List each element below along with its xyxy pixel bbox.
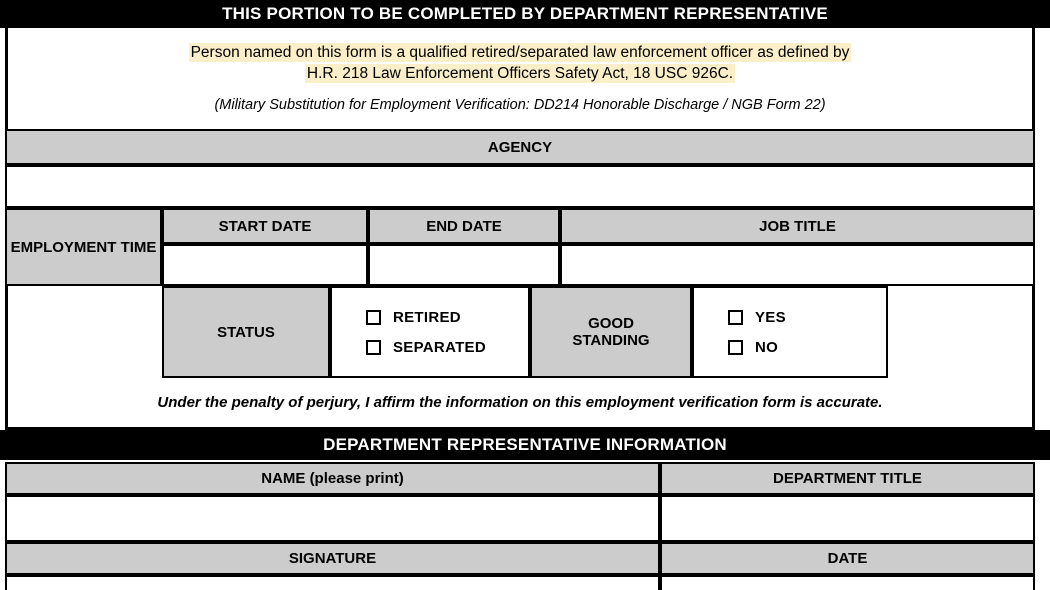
status-option-retired-label: RETIRED [393,308,461,326]
good-standing-options-cell[interactable] [692,286,888,378]
good-standing-option-yes[interactable] [728,309,886,326]
name-input-cell[interactable] [5,495,660,542]
checkbox-yes-icon[interactable] [728,310,743,325]
start-date-input-cell[interactable] [162,244,368,286]
qualification-statement-text-2: H.R. 218 Law Enforcement Officers Safety Act, 18 USC 926C. [306,65,734,82]
section-banner-representative-information: DEPARTMENT REPRESENTATIVE INFORMATION [0,430,1050,460]
status-label-cell: STATUS [162,286,330,378]
agency-header-cell: AGENCY [5,129,1035,165]
job-title-input-cell[interactable] [560,244,1035,286]
perjury-statement: Under the penalty of perjury, I affirm the information on this employment verification form is accurate. [5,378,1035,430]
status-options-cell[interactable] [330,286,530,378]
good-standing-label-line-2: STANDING [572,332,650,349]
good-standing-option-no-label: NO [755,338,779,356]
job-title-header-cell: JOB TITLE [560,208,1035,244]
qualification-statement-line-2 [8,63,1032,84]
good-standing-label-cell [530,286,692,378]
qualification-statement-line-1 [8,42,1032,63]
qualification-statement-text-1: Person named on this form is a qualified retired/separated law enforcement officer as defined by [190,44,850,61]
checkbox-no-icon[interactable] [728,340,743,355]
intro-statement-block [5,28,1035,129]
employment-time-label-cell: EMPLOYMENT TIME [5,208,162,286]
status-row-left-filler [5,286,162,378]
status-row-right-filler [888,286,1035,378]
department-title-header-cell: DEPARTMENT TITLE [660,462,1035,495]
checkbox-retired-icon[interactable] [366,310,381,325]
status-option-separated-label: SEPARATED [393,338,486,356]
date-input-cell[interactable] [660,575,1035,590]
military-substitution-note: (Military Substitution for Employment Verification: DD214 Honorable Discharge / NGB Form 22) [214,97,826,113]
end-date-header-cell: END DATE [368,208,560,244]
status-option-retired[interactable] [366,309,528,326]
good-standing-option-yes-label: YES [755,308,786,326]
good-standing-option-no[interactable] [728,339,886,356]
signature-input-cell[interactable] [5,575,660,590]
section-banner-department-representative: THIS PORTION TO BE COMPLETED BY DEPARTMENT REPRESENTATIVE [0,0,1050,28]
department-title-input-cell[interactable] [660,495,1035,542]
status-option-separated[interactable] [366,339,528,356]
start-date-header-cell: START DATE [162,208,368,244]
name-header-cell: NAME (please print) [5,462,660,495]
date-header-cell: DATE [660,542,1035,575]
agency-input-cell[interactable] [5,165,1035,208]
signature-header-cell: SIGNATURE [5,542,660,575]
good-standing-label-line-1: GOOD [588,315,634,332]
end-date-input-cell[interactable] [368,244,560,286]
checkbox-separated-icon[interactable] [366,340,381,355]
